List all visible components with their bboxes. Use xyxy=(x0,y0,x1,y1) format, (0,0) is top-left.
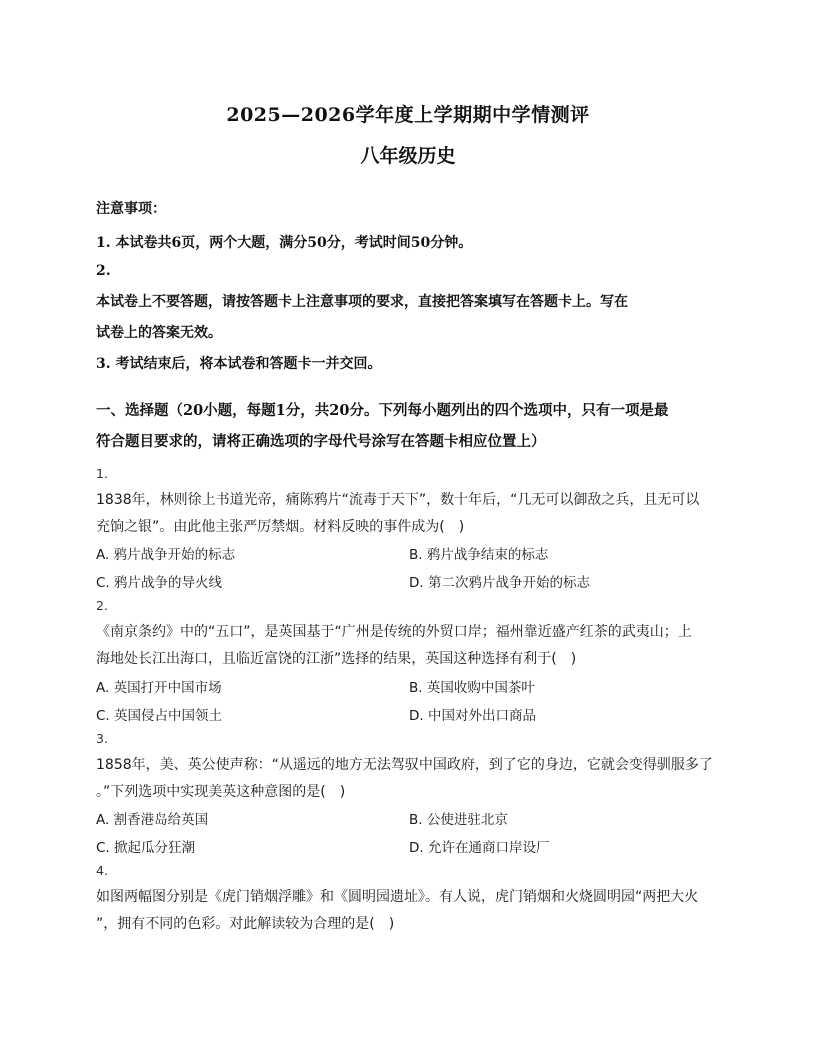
question-1-stem-line-2: 充饷之银”。由此他主张严厉禁烟。材料反映的事件成为( ) xyxy=(96,519,465,535)
question-1-option-c: C. 鸦片战争的导火线 xyxy=(96,575,223,591)
notice-item-1: 1. 本试卷共6页，两个大题，满分50分，考试时间50分钟。 xyxy=(96,235,473,251)
question-2-option-d: D. 中国对外出口商品 xyxy=(409,708,536,724)
question-1-stem-line-1: 1838年，林则徐上书道光帝，痛陈鸦片“流毒于天下”，数十年后，“几无可以御敌之兵，且无可以 xyxy=(96,492,700,508)
exam-subject: 八年级历史 xyxy=(360,145,456,167)
question-2-option-b: B. 英国收购中国茶叶 xyxy=(409,680,535,696)
question-3-stem-line-1: 1858年，美、英公使声称：“从遥远的地方无法驾驭中国政府，到了它的身边，它就会变得驯服多了 xyxy=(96,757,713,773)
section-heading-line-2: 符合题目要求的，请将正确选项的字母代号涂写在答题卡相应位置上） xyxy=(96,433,546,450)
notice-item-2-line-1: 本试卷上不要答题，请按答题卡上注意事项的要求，直接把答案填写在答题卡上。写在 xyxy=(96,294,628,310)
notice-heading: 注意事项： xyxy=(96,201,166,217)
notice-item-2-line-2: 试卷上的答案无效。 xyxy=(96,325,222,341)
question-1-number: 1. xyxy=(96,466,108,481)
section-heading-line-1: 一、选择题（20小题，每题1分，共20分。下列每小题列出的四个选项中，只有一项是最 xyxy=(96,402,669,419)
question-4-stem-line-1: 如图两幅图分别是《虎门销烟浮雕》和《圆明园遗址》。有人说，虎门销烟和火烧圆明园“两把大火 xyxy=(96,889,699,905)
question-4-stem-line-2: ”，拥有不同的色彩。对此解读较为合理的是( ) xyxy=(96,916,395,932)
question-3-option-d: D. 允许在通商口岸设厂 xyxy=(409,840,550,856)
question-3-number: 3. xyxy=(96,731,108,746)
notice-item-3: 3. 考试结束后，将本试卷和答题卡一并交回。 xyxy=(96,356,382,372)
exam-title: 2025—2026学年度上学期期中学情测评 xyxy=(226,104,590,126)
notice-item-2-number: 2. xyxy=(96,263,111,279)
question-2-option-a: A. 英国打开中国市场 xyxy=(96,680,222,696)
question-2-number: 2. xyxy=(96,598,108,613)
question-3-option-b: B. 公使进驻北京 xyxy=(409,812,508,828)
question-3-option-c: C. 掀起瓜分狂潮 xyxy=(96,840,196,856)
question-4-number: 4. xyxy=(96,863,108,878)
question-2-stem-line-2: 海地处长江出海口，且临近富饶的江浙”选择的结果，英国这种选择有利于( ) xyxy=(96,651,577,667)
question-3-option-a: A. 割香港岛给英国 xyxy=(96,812,209,828)
question-1-option-b: B. 鸦片战争结束的标志 xyxy=(409,547,549,563)
question-3-stem-line-2: 。”下列选项中实现美英这种意图的是( ) xyxy=(96,784,346,800)
question-2-option-c: C. 英国侵占中国领土 xyxy=(96,708,223,724)
question-2-stem-line-1: 《南京条约》中的“五口”，是英国基于“广州是传统的外贸口岸；福州靠近盛产红茶的武夷山；上 xyxy=(96,624,692,640)
question-1-option-a: A. 鸦片战争开始的标志 xyxy=(96,547,236,563)
question-1-option-d: D. 第二次鸦片战争开始的标志 xyxy=(409,575,590,591)
